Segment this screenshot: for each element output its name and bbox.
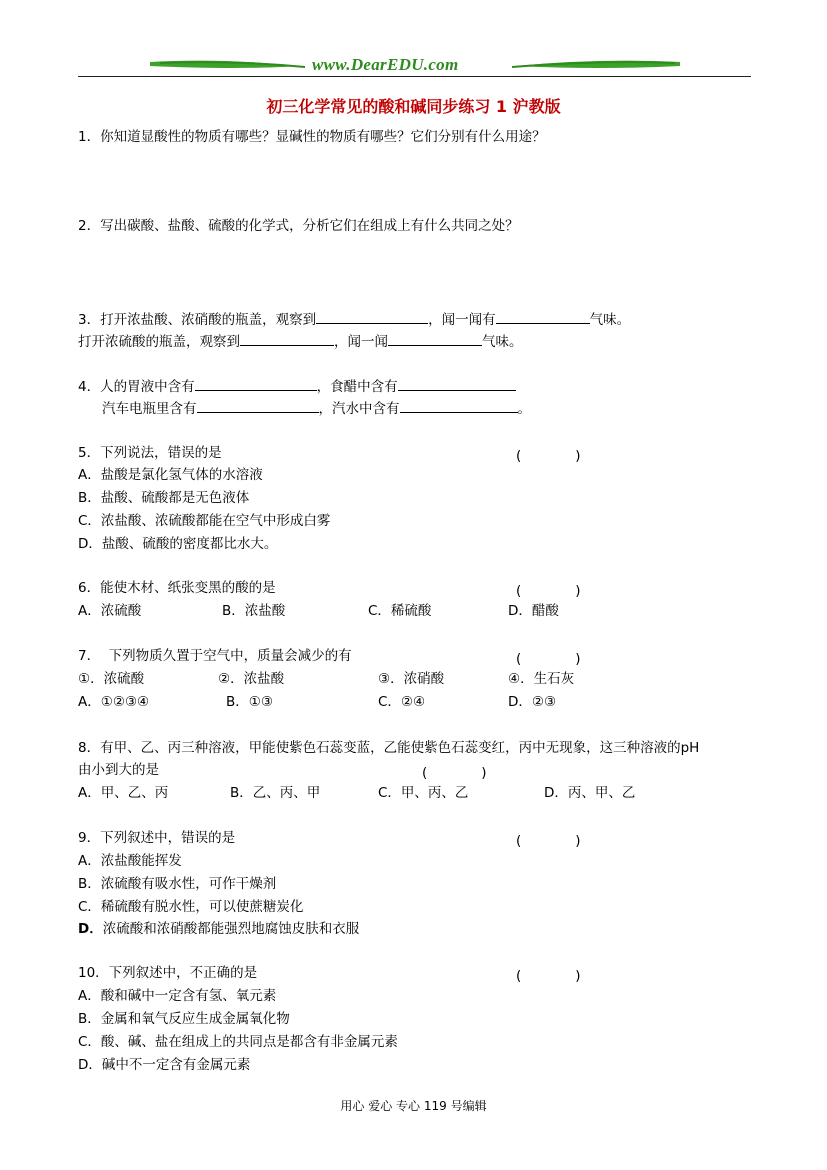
page-header [0,0,827,90]
option-c: C．浓盐酸、浓硫酸都能在空气中形成白雾 [78,513,331,529]
question-1: 1．你知道显酸性的物质有哪些？显碱性的物质有哪些？它们分别有什么用途？ [78,129,546,145]
answer-paren[interactable]: ( ) [516,968,581,984]
option-d: D．浓硫酸和浓硝酸都能强烈地腐蚀皮肤和衣服 [78,921,360,937]
blank[interactable] [197,398,319,413]
option-d: D．碱中不一定含有金属元素 [78,1057,251,1073]
question-3-line-2: 打开浓硫酸的瓶盖，观察到 ，闻一闻 气味。 [78,331,523,351]
answer-paren[interactable]: ( ) [422,765,487,781]
question-6-stem: 6．能使木材、纸张变黑的酸的是 [78,580,276,596]
option-a: A．甲、乙、丙 [78,785,169,801]
option-b: B．盐酸、硫酸都是无色液体 [78,490,250,506]
option-c: C．酸、碱、盐在组成上的共同点是都含有非金属元素 [78,1034,398,1050]
option-b: B．金属和氧气反应生成金属氧化物 [78,1011,290,1027]
item-2: ②．浓盐酸 [218,671,285,687]
option-c: C．稀硫酸 [368,603,432,619]
answer-paren[interactable]: ( ) [516,448,581,464]
blank[interactable] [195,376,317,391]
question-4-line-1: 4．人的胃液中含有 ，食醋中含有 [78,376,516,396]
option-d: D．丙、甲、乙 [544,785,636,801]
option-d: D．醋酸 [508,603,559,619]
question-7-stem: 7． 下列物质久置于空气中，质量会减少的有 [78,648,352,664]
question-9-stem: 9．下列叙述中，错误的是 [78,830,236,846]
logo-text[interactable]: www.DearEDU.com [312,55,459,74]
blank[interactable] [398,376,516,391]
page-footer: 用心 爱心 专心 119 号编辑 [340,1099,487,1113]
question-4-line-2: 汽车电瓶里含有 ，汽水中含有 。 [102,398,531,418]
question-2: 2．写出碳酸、盐酸、硫酸的化学式，分析它们在组成上有什么共同之处？ [78,218,519,234]
blank[interactable] [240,331,334,346]
option-a: A．盐酸是氯化氢气体的水溶液 [78,467,263,483]
option-c: C．稀硫酸有脱水性，可以使蔗糖炭化 [78,899,304,915]
answer-paren[interactable]: ( ) [516,833,581,849]
option-b: B．浓盐酸 [222,603,286,619]
blank[interactable] [388,331,482,346]
item-3: ③．浓硝酸 [378,671,445,687]
blank[interactable] [400,398,518,413]
question-8-stem-2: 由小到大的是 [78,762,159,778]
page-title: 初三化学常见的酸和碱同步练习 1 沪教版 [266,97,561,116]
answer-paren[interactable]: ( ) [516,583,581,599]
option-c: C．②④ [378,694,426,710]
question-8-stem-1: 8．有甲、乙、丙三种溶液，甲能使紫色石蕊变蓝，乙能使紫色石蕊变红，丙中无现象，这三种溶液的pH [78,740,700,756]
question-3-line-1: 3．打开浓盐酸、浓硝酸的瓶盖，观察到 ，闻一闻有 气味。 [78,309,630,329]
option-a: A．酸和碱中一定含有氢、氧元素 [78,988,277,1004]
header-rule [78,76,751,77]
blank[interactable] [316,309,428,324]
option-b: B．浓硫酸有吸水性，可作干燥剂 [78,876,277,892]
option-c: C．甲、丙、乙 [378,785,469,801]
option-d: D．②③ [508,694,557,710]
option-a: A．浓硫酸 [78,603,142,619]
blank[interactable] [496,309,590,324]
question-5-stem: 5．下列说法，错误的是 [78,445,222,461]
item-4: ④．生石灰 [508,671,575,687]
option-d: D．盐酸、硫酸的密度都比水大。 [78,536,278,552]
option-a: A．浓盐酸能挥发 [78,853,182,869]
option-b: B．①③ [226,694,273,710]
answer-paren[interactable]: ( ) [516,651,581,667]
item-1: ①．浓硫酸 [78,671,145,687]
question-10-stem: 10．下列叙述中，不正确的是 [78,965,258,981]
option-b: B．乙、丙、甲 [230,785,321,801]
option-a: A．①②③④ [78,694,150,710]
